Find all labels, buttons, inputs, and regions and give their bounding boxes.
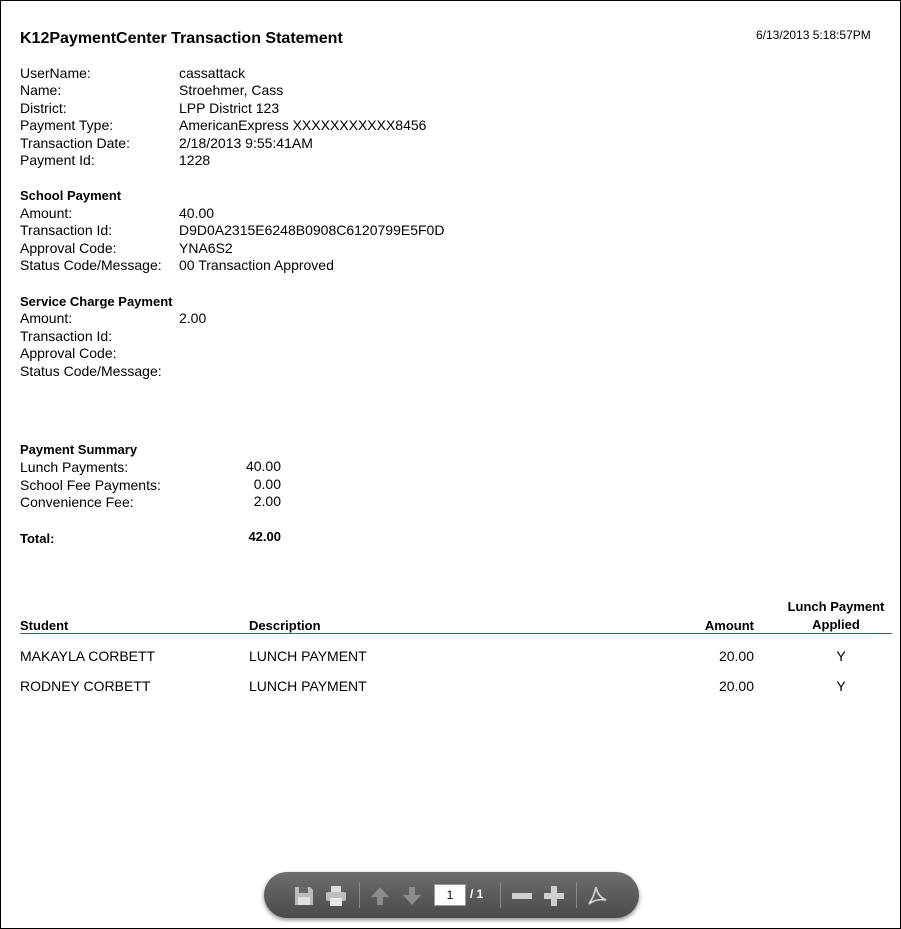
info-label: Name: bbox=[20, 82, 62, 98]
arrow-down-icon[interactable] bbox=[400, 884, 424, 908]
arrow-up-icon[interactable] bbox=[368, 884, 392, 908]
field-label: Status Code/Message: bbox=[20, 257, 162, 273]
column-header-student: Student bbox=[20, 618, 69, 633]
total-value: 42.00 bbox=[248, 529, 281, 544]
summary-label: Convenience Fee: bbox=[20, 494, 134, 510]
info-label: Payment Type: bbox=[20, 117, 114, 133]
column-header-applied-line1: Lunch Payment bbox=[787, 599, 885, 614]
zoom-in-icon[interactable] bbox=[542, 884, 566, 908]
field-value: 40.00 bbox=[179, 205, 215, 221]
info-value: cassattack bbox=[179, 65, 246, 81]
toolbar-separator bbox=[500, 882, 501, 908]
field-label: Transaction Id: bbox=[20, 328, 113, 344]
column-header-description: Description bbox=[249, 618, 321, 633]
info-value: 2/18/2013 9:55:41AM bbox=[179, 135, 313, 151]
cell-applied: Y bbox=[836, 678, 846, 694]
summary-value: 40.00 bbox=[245, 458, 281, 474]
statement-title: K12PaymentCenter Transaction Statement bbox=[20, 30, 343, 47]
summary-label: School Fee Payments: bbox=[20, 477, 161, 493]
info-value: Stroehmer, Cass bbox=[179, 82, 284, 98]
header-divider bbox=[20, 633, 892, 634]
pdf-toolbar bbox=[264, 872, 639, 918]
cell-description: LUNCH PAYMENT bbox=[249, 648, 367, 664]
summary-label: Lunch Payments: bbox=[20, 459, 129, 475]
info-label: District: bbox=[20, 100, 67, 116]
column-header-amount: Amount bbox=[704, 618, 754, 633]
summary-value: 2.00 bbox=[253, 493, 281, 509]
toolbar-separator bbox=[359, 882, 360, 908]
statement-timestamp: 6/13/2013 5:18:57PM bbox=[756, 28, 871, 42]
summary-value: 0.00 bbox=[253, 476, 281, 492]
page-total: / 1 bbox=[470, 887, 484, 901]
info-label: UserName: bbox=[20, 65, 91, 81]
field-label: Status Code/Message: bbox=[20, 363, 162, 379]
field-label: Approval Code: bbox=[20, 345, 117, 361]
field-value: 2.00 bbox=[179, 310, 207, 326]
acrobat-icon[interactable] bbox=[585, 884, 609, 908]
cell-student: MAKAYLA CORBETT bbox=[20, 648, 156, 664]
field-value: 00 Transaction Approved bbox=[179, 257, 334, 273]
column-header-applied-line2: Applied bbox=[812, 617, 860, 632]
field-label: Transaction Id: bbox=[20, 222, 113, 238]
page-number-input[interactable]: 1 bbox=[434, 884, 466, 906]
cell-student: RODNEY CORBETT bbox=[20, 678, 151, 694]
cell-description: LUNCH PAYMENT bbox=[249, 678, 367, 694]
cell-amount: 20.00 bbox=[718, 678, 754, 694]
save-icon[interactable] bbox=[292, 884, 316, 908]
info-label: Transaction Date: bbox=[20, 135, 130, 151]
print-icon[interactable] bbox=[324, 884, 348, 908]
total-label: Total: bbox=[20, 531, 55, 546]
field-label: Amount: bbox=[20, 310, 73, 326]
section-heading: School Payment bbox=[20, 188, 122, 203]
zoom-out-icon[interactable] bbox=[510, 884, 534, 908]
info-value: LPP District 123 bbox=[179, 100, 280, 116]
info-value: AmericanExpress XXXXXXXXXXX8456 bbox=[179, 117, 427, 133]
section-heading: Payment Summary bbox=[20, 442, 138, 457]
field-label: Approval Code: bbox=[20, 240, 117, 256]
field-value: D9D0A2315E6248B0908C6120799E5F0D bbox=[179, 222, 445, 238]
field-label: Amount: bbox=[20, 205, 73, 221]
toolbar-separator bbox=[576, 882, 577, 908]
field-value: YNA6S2 bbox=[179, 240, 233, 256]
info-label: Payment Id: bbox=[20, 152, 95, 168]
section-heading: Service Charge Payment bbox=[20, 294, 173, 309]
info-value: 1228 bbox=[179, 152, 211, 168]
cell-applied: Y bbox=[836, 648, 846, 664]
cell-amount: 20.00 bbox=[718, 648, 754, 664]
